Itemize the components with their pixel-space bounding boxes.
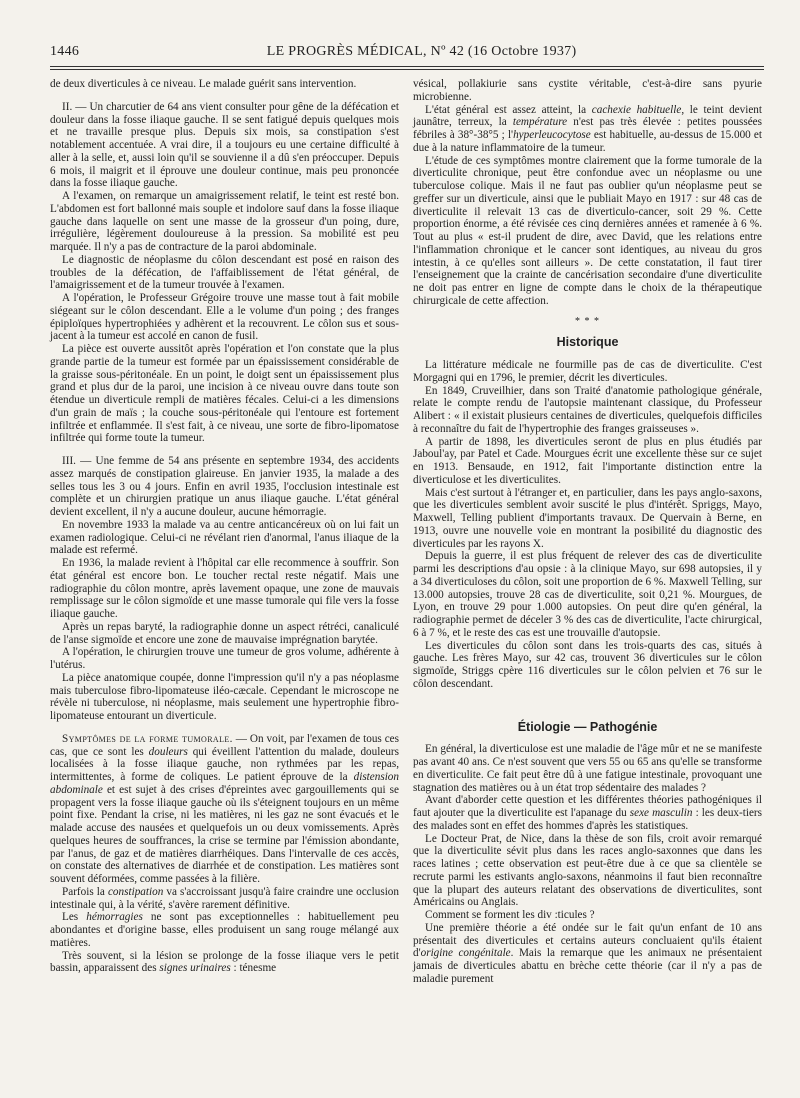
paragraph: Après un repas baryté, la radiographie donne un aspect rétréci, canaliculé de l'anse sigmoïde et encore une zone de mauvaise imprégnation barytée. <box>50 620 399 646</box>
paragraph <box>50 911 399 949</box>
text-run: Avant d'aborder cette question et les différentes théories pathogéniques il faut ajouter que la diverticulite est l'apanage du <box>413 794 762 819</box>
paragraph <box>413 922 762 986</box>
text-run: qui éveillent l'attention du malade, douleurs localisées à la fosse iliaque gauche, non rythmées par les repas, intermittentes, à forme de coliques. Le patient éprouve de la <box>50 745 399 783</box>
italic-run: distension abdominale <box>50 771 399 796</box>
symptoms-paragraph <box>50 733 399 886</box>
text-run: L'état général est assez atteint, la <box>425 103 592 116</box>
text-run: est habituelle, au-dessus de 15.000 et due à la nature inflammatoire de la tumeur. <box>413 129 762 154</box>
italic-run: hyperleucocytose <box>513 129 591 141</box>
paragraph: En novembre 1933 la malade va au centre anticancéreux où on lui fait un examen radiologique. Celui-ci ne révélant rien d'anormal, l'anus iliaque de la malade est refermé. <box>50 518 399 557</box>
italic-run: cachexie habituelle <box>591 103 682 116</box>
case-three: III. — Une femme de 54 ans présente en septembre 1934, des accidents assez marqués de constipation glaireuse. En janvier 1935, la malade a des selles tous les 3 ou 4 jours. Enfin en avril 1935, l'occlusion intestinale est complète et un chirurgien pratique un anus iliaque gauche. L'état général devient excellent, il n'y a aucune douleur, aucune hémorragie. <box>50 455 399 518</box>
paragraph: A l'opération, le chirurgien trouve une tumeur de gros volume, adhérente à l'utérus. <box>50 646 399 671</box>
text-run: : les deux-tiers des malades sont en effet des hommes d'après les statistiques. <box>413 807 762 832</box>
left-column <box>50 78 399 986</box>
running-header <box>50 44 764 60</box>
right-column <box>413 78 762 986</box>
symptoms-heading: Symptômes de la forme tumorale. <box>62 732 233 745</box>
paragraph: La littérature médicale ne fourmille pas de cas de diverticulite. C'est Morgagni qui en 1796, le premier, décrit les diverticules. <box>413 359 762 384</box>
page-number: 1446 <box>50 44 80 59</box>
text-run: . Mais la remarque que les animaux ne présentaient jamais de diverticules abattu en brèche cette théorie (car il n'y a pas de maladie purement <box>413 947 762 985</box>
two-column-body <box>50 78 764 986</box>
section-heading-historique: Historique <box>556 335 619 350</box>
paragraph: En 1849, Cruveilhier, dans son Traité d'anatomie pathologique générale, relate le compte rendu de l'autopsie maintenant classique, du Professeur Alibert : « il existait plusieurs centaines de diverticules, quelquefois difficiles à reconnaître du fait de l'hypertrophie des franges graisseuses ». <box>413 384 762 435</box>
paragraph: L'étude de ces symptômes montre clairement que la forme tumorale de la diverticulite chronique, peut être confondue avec un néoplasme ou une tuberculose colique. Mais il ne faut pas oublier qu'un néoplasme peut se greffer sur un diverticule, ainsi que le publiait Mayo en 1917 : sur 48 cas de diverticulite il relevait 13 cas de diverticulo-cancer, soit 29 %. Cette proportion énorme, a été révisée ces cinq dernières années et ramenée à 6 %. Tout au plus « est-il prudent de dire, avec David, que les relations entre l'inflammation chronique et le cancer sont identiques, au niveau du gros intestin, à ce qu'elles sont ailleurs ». De cette constatation, il faut tirer l'enseignement que la crainte de cancérisation secondaire d'une diverticulite ne doit pas entrer en ligne de compte dans le choix de la thérapeutique chirurgicale de cette affection. <box>413 154 762 307</box>
paragraph <box>413 794 762 832</box>
text-run: Très souvent, si la lésion se prolonge de la fosse iliaque vers le petit bassin, apparaissent des <box>50 949 399 975</box>
journal-name: LE PROGRÈS MÉDICAL, <box>266 44 427 59</box>
paragraph: En 1936, la malade revient à l'hôpital car elle recommence à souffrir. Son état général est encore bon. Le toucher rectal reste négatif. Mais une radiographie du côlon montre, après lavement opaque, une zone de mauvais remplissage sur le côlon sigmoïde et une masse tumorale qui file vers la fosse iliaque gauche. <box>50 557 399 620</box>
italic-run: sexe masculin <box>629 807 693 819</box>
text-run: ne sont pas exceptionnelles : habituellement peu abondantes et d'origine basse, elles produisent un sang rouge mélangé aux matières. <box>50 911 399 949</box>
issue-info: Nº 42 (16 Octobre 1937) <box>430 44 577 59</box>
paragraph: Les diverticules du côlon sont dans les trois-quarts des cas, situés à gauche. Les frères Mayo, sur 42 cas, trouvent 36 diverticules sur le côlon sigmoïde, Striggs cpère 116 diverticules sur le côlon pelvien et 76 sur le côlon descendant. <box>413 639 762 690</box>
paragraph: La pièce est ouverte aussitôt après l'opération et l'on constate que la plus grande partie de la tumeur est formée par un épaississement considérable de la graisse sous-péritonéale. En un point, le doigt sent un épaississement plus grand et plus dur de la paroi, une incision à ce niveau ouvre dans toute son étendue un diverticule rempli de matières fécales. Celui-ci a les dimensions d'un grain de maïs ; la couche sous-péritonéale qui l'entoure est fortement infiltrée et enflammée. Il s'est fait, à ce niveau, une sorte de fibro-lipomatose infiltrée qui forme toute la tumeur. <box>50 343 399 445</box>
paragraph: Mais c'est surtout à l'étranger et, en particulier, dans les pays anglo-saxons, que les diverticules semblent avoir suscité le plus d'intérêt. Spriggs, Mayo, Maxwell, Telling publient d'importants travaux. De Quervain à Berne, en 1913, ouvre une nouvelle voie en montrant la posibilité du diagnostic des diverticules par les rayons X. <box>413 486 762 550</box>
section-separator-stars: * * * <box>575 315 600 327</box>
text-run: va s'accroissant jusqu'à faire craindre une occlusion intestinale qui, à la vérité, s'avère rarement définitive. <box>50 885 399 911</box>
paragraph: de deux diverticules à ce niveau. Le malade guérit sans intervention. <box>50 78 357 90</box>
header-rule <box>50 66 764 70</box>
journal-title <box>79 44 764 60</box>
paragraph: A l'examen, on remarque un amaigrissement relatif, le teint est resté bon. L'abdomen est fort ballonné mais souple et indolore sauf dans la fosse iliaque gauche dans laquelle on sent une masse de la grosseur d'un poing, dure, irrégulière, légèrement douloureuse à la pression. Sa mobilité est peu marquée. Il n'y a pas de contracture de la paroi abdominale. <box>50 190 399 253</box>
italic-run: température <box>512 116 568 129</box>
text-run: Parfois la <box>62 885 108 898</box>
paragraph <box>50 950 399 976</box>
text-run: — On voit, par l'examen de tous ces cas, que ce sont les <box>50 732 399 758</box>
italic-run: hémorragies <box>86 911 143 924</box>
text-run: et est sujet à des crises d'épreintes avec gargouillements qui se propagent vers la fosse iliaque gauche où ils s'éteignent toujours en un même point fixe. Pendant la crise, ni les matières, ni les gaz ne sont évacués et le malade accuse des nausées et quelquefois un ou deux vomissements. Après quelques heures de souffrances, la crise se termine par l'émission abondante, par l'anus, de gaz et de matières diarrhéiques. Dans l'intervalle de ces accès, on constate des alternatives de diarrhée et de constipation. Les matières sont souvent déformées, comme passées à la filière. <box>50 783 399 885</box>
text-run: Les <box>62 911 87 924</box>
paragraph: Comment se forment les div :ticules ? <box>425 909 595 921</box>
paragraph: Le Docteur Prat, de Nice, dans la thèse de son fils, croit avoir remarqué que la diverticulite sévit plus dans les races anglo-saxonnes que dans les races latines ; cette observation est peut-être due à ce que sa clientèle se recrute parmi les estivants anglo-saxons, néanmoins il faut bien reconnaître que la plupart des auteurs relatant des observations de diverticulites, sont Américains ou Anglais. <box>413 832 762 909</box>
paragraph: Depuis la guerre, il est plus fréquent de relever des cas de diverticulite parmi les descriptions d'au opsie : à la clinique Mayo, sur 698 autopsies, il y a 34 diverticuloses du côlon, soit une proportion de 6 %. Maxwell Telling, sur 13.000 autopsies, trouve 28 cas de diverticulite, soit 0,21 %. Mourgues, de Lyon, en trouve 29 pour 1.000 autopsies. On peut dire qu'en général, la radiographie permet de déceler 3 % des cas de diverticulite, l'acte chirurgical, 6 à 7 %, et le reste des cas est une trouvaille d'autopsie. <box>413 550 762 639</box>
text-run: , le teint devient jaunâtre, terreux, la <box>413 103 762 129</box>
paragraph <box>413 104 762 155</box>
paragraph: A partir de 1898, les diverticules seront de plus en plus étudiés par Jaboul'ay, par Patel et Cade. Mourgues écrit une excellente thèse sur ce sujet en 1913. Bensaude, en 1912, fait l'importante distinction entre la diverticulose et les diverticulites. <box>413 435 762 486</box>
spacer <box>413 691 762 713</box>
italic-run: origine congénitale <box>420 947 511 960</box>
italic-run: signes urinaires <box>159 962 231 975</box>
italic-run: constipation <box>107 885 164 898</box>
section-heading-etiologie: Étiologie — Pathogénie <box>517 719 658 734</box>
paragraph: Le diagnostic de néoplasme du côlon descendant est posé en raison des troubles de la défécation, de l'affaiblissement de l'état général, de l'amaigrissement et de la tumeur trouvée à l'examen. <box>50 253 399 292</box>
paragraph: En général, la diverticulose est une maladie de l'âge mûr et ne se manifeste pas avant 40 ans. Ce n'est souvent que vers 55 ou 65 ans qu'elle se transforme en diverticulite. Ce fait peut être dû à une fatigue intestinale, provoquant une stagnation des matières ou à un état trop sédentaire des malades ? <box>413 743 762 794</box>
paragraph <box>50 886 399 912</box>
paragraph: vésical, pollakiurie sans cystite véritable, c'est-à-dire sans pyurie microbienne. <box>413 78 762 103</box>
case-two: II. — Un charcutier de 64 ans vient consulter pour gêne de la défécation et douleur dans la fosse iliaque gauche. Il se sent fatigué depuis quelques mois et ne travaille presque plus. Depuis six mois, sa constipation s'est notablement accentuée. A vrai dire, il a toujours eu une certaine difficulté à aller à la selle, et, aussi loin qu'il se souvienne il a dû s'en préoccuper. Depuis 6 mois, il maigrit et il éprouve une douleur continue, mais peu prononcée dans la fosse iliaque gauche. <box>50 100 399 190</box>
italic-run: douleurs <box>148 745 188 758</box>
text-run: n'est pas très élevée : petites poussées fébriles à 38°-38°5 ; l' <box>413 116 762 141</box>
text-run: : ténesme <box>230 962 277 975</box>
paragraph: A l'opération, le Professeur Grégoire trouve une masse tout à fait mobile siégeant sur le côlon descendant. Elle a le volume d'un poing ; des franges épiploïques hypertrophiées y adhèrent et la recouvrent. Le côlon sus et sous-jacent à la tumeur est accolé en canon de fusil. <box>50 292 399 343</box>
paragraph: La pièce anatomique coupée, donne l'impression qu'il n'y a pas néoplasme mais tuberculose fibro-lipomateuse iléo-cæcale. Cependant le microscope ne révèle ni tuberculose, ni néoplasme, mais seulement une hypertrophie fibro-lipomateuse entourant un diverticule. <box>50 671 399 722</box>
text-run: Une première théorie a été ondée sur le fait qu'un enfant de 10 ans présentait des diverticules et certains auteurs concluaient qu'ils étaient d' <box>413 921 762 960</box>
